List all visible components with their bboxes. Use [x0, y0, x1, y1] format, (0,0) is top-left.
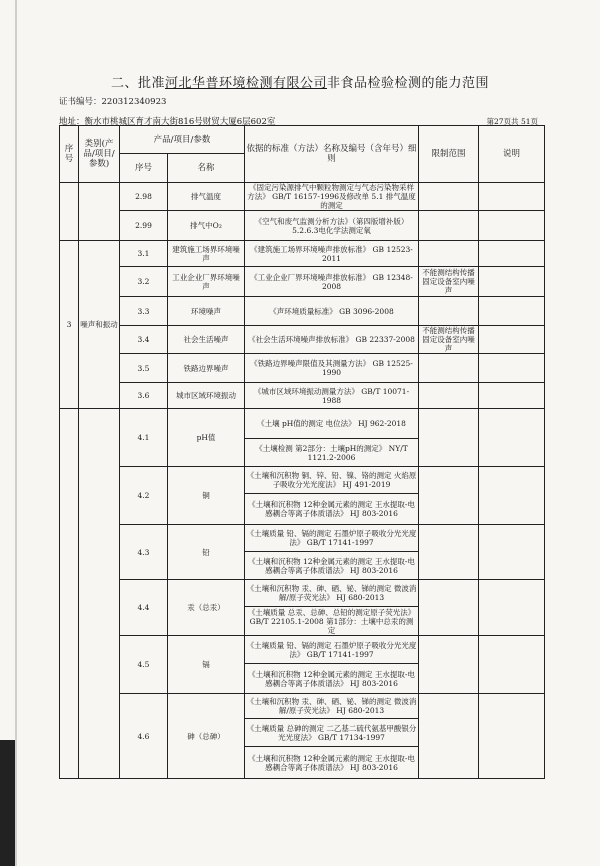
item-limit	[419, 383, 479, 409]
item-standard: 《建筑施工场界环境噪声排放标准》 GB 12523-2011	[245, 241, 419, 267]
item-name: 排气中O₂	[168, 211, 245, 241]
item-name: 城市区域环境振动	[168, 383, 245, 409]
header-note: 说明	[479, 126, 545, 183]
item-standard: 《城市区域环境振动测量方法》 GB/T 10071-1988	[245, 383, 419, 409]
item-note	[479, 525, 545, 580]
item-no: 2.99	[120, 211, 168, 241]
item-standard: 《土壤质量 总砷的测定 二乙基二硫代氨基甲酸银分光光度法》 GB/T 17134-1997	[245, 719, 419, 747]
item-limit	[419, 241, 479, 267]
table-row	[60, 211, 545, 241]
item-name: 铅	[168, 525, 245, 580]
table-row	[60, 580, 545, 607]
item-standard: 《土壤检测 第2部分：土壤pH的测定》 NY/T 1121.2-2006	[245, 439, 419, 467]
item-no: 3.4	[120, 326, 168, 354]
item-no: 3.2	[120, 267, 168, 297]
item-no: 4.4	[120, 580, 168, 636]
item-limit	[419, 467, 479, 525]
table-row	[60, 183, 545, 211]
item-note	[479, 297, 545, 326]
page-title	[0, 72, 600, 91]
table-row	[60, 409, 545, 439]
item-no: 3.5	[120, 354, 168, 383]
group-seq	[60, 183, 79, 241]
item-note	[479, 694, 545, 779]
table-row	[60, 326, 545, 354]
header-seq: 序号	[60, 126, 79, 183]
item-name: 汞（总汞）	[168, 580, 245, 636]
item-standard: 《土壤和沉积物 铜、锌、铅、镍、铬的测定 火焰原子吸收分光光度法》 HJ 491-2019	[245, 467, 419, 494]
item-limit	[419, 183, 479, 211]
page-info: 第27页共 51页	[486, 117, 538, 126]
group-category: 噪声和振动	[79, 241, 120, 409]
item-standard: 《土壤和沉积物 12种金属元素的测定 王水提取-电感耦合等离子体质谱法》 HJ 803-2016	[245, 494, 419, 525]
item-limit	[419, 211, 479, 241]
item-note	[479, 267, 545, 297]
item-name: pH值	[168, 409, 245, 467]
item-no: 2.98	[120, 183, 168, 211]
header-standard: 依据的标准（方法）名称及编号（含年号）细则	[245, 126, 419, 183]
item-standard: 《固定污染源排气中颗粒物测定与气态污染物采样方法》 GB/T 16157-1996及修改单 5.1 排气温度的测定	[245, 183, 419, 211]
item-name: 镉	[168, 636, 245, 694]
item-limit	[419, 636, 479, 694]
item-limit	[419, 409, 479, 467]
table-row	[60, 383, 545, 409]
item-note	[479, 211, 545, 241]
header-name: 名称	[168, 154, 245, 183]
group-category	[79, 183, 120, 241]
table-row	[60, 525, 545, 552]
item-standard: 《空气和废气监测分析方法》（第四版增补版） 5.2.6.3电化学法测定氧	[245, 211, 419, 241]
item-name: 排气温度	[168, 183, 245, 211]
address: 地址：衡水市桃城区育才南大街816号财贸大厦6层602室	[59, 117, 276, 127]
item-note	[479, 326, 545, 354]
item-standard: 《土壤质量 铅、镉的测定 石墨炉原子吸收分光光度法》 GB/T 17141-1997	[245, 636, 419, 664]
item-no: 3.1	[120, 241, 168, 267]
header-category: 类别(产品/项目/参数)	[79, 126, 120, 183]
item-note	[479, 467, 545, 525]
group-seq: 3	[60, 241, 79, 409]
item-standard: 《社会生活环境噪声排放标准》 GB 22337-2008	[245, 326, 419, 354]
item-note	[479, 183, 545, 211]
item-limit	[419, 525, 479, 580]
title-suffix: 非食品检验检测的能力范围	[327, 76, 490, 91]
item-limit: 不能测结构传播固定设备室内噪声	[419, 267, 479, 297]
item-standard: 《土壤质量 总汞、总砷、总铅的测定原子荧光法》 GB/T 22105.1-2008 第1部分：土壤中总汞的测定	[245, 607, 419, 636]
item-standard: 《土壤 pH值的测定 电位法》 HJ 962-2018	[245, 409, 419, 439]
item-note	[479, 636, 545, 694]
item-standard: 《土壤和沉积物 汞、砷、硒、铋、锑的测定 微波消解/原子荧光法》 HJ 680-2013	[245, 580, 419, 607]
item-name: 环境噪声	[168, 297, 245, 326]
header-sub-seq: 序号	[120, 154, 168, 183]
item-no: 3.3	[120, 297, 168, 326]
item-standard: 《铁路边界噪声限值及其测量方法》 GB 12525-1990	[245, 354, 419, 383]
title-prefix: 二、批准	[110, 76, 165, 91]
item-name: 铁路边界噪声	[168, 354, 245, 383]
table-row	[60, 354, 545, 383]
item-limit	[419, 354, 479, 383]
certificate-number: 证书编号：220312340923	[59, 97, 167, 107]
table-row	[60, 694, 545, 719]
item-note	[479, 580, 545, 636]
item-standard: 《声环境质量标准》 GB 3096-2008	[245, 297, 419, 326]
scan-shadow	[0, 740, 15, 866]
item-limit	[419, 694, 479, 779]
item-note	[479, 241, 545, 267]
title-company: 河北华普环境检测有限公司	[164, 76, 327, 91]
header-limit: 限制范围	[419, 126, 479, 183]
group-seq	[60, 409, 79, 779]
item-name: 社会生活噪声	[168, 326, 245, 354]
item-standard: 《土壤和沉积物 12种金属元素的测定 王水提取-电感耦合等离子体质谱法》 HJ 803-2016	[245, 664, 419, 694]
item-standard: 《土壤质量 铅、镉的测定 石墨炉原子吸收分光光度法》 GB/T 17141-1997	[245, 525, 419, 552]
item-no: 4.1	[120, 409, 168, 467]
item-no: 4.5	[120, 636, 168, 694]
item-no: 3.6	[120, 383, 168, 409]
item-limit	[419, 580, 479, 636]
item-no: 4.6	[120, 694, 168, 779]
item-limit	[419, 297, 479, 326]
item-note	[479, 354, 545, 383]
capability-table	[59, 125, 545, 779]
group-category	[79, 409, 120, 779]
item-no: 4.3	[120, 525, 168, 580]
item-standard: 《工业企业厂界环境噪声排放标准》 GB 12348-2008	[245, 267, 419, 297]
table-row	[60, 267, 545, 297]
scan-edge	[15, 0, 17, 866]
table-row	[60, 636, 545, 664]
table-row	[60, 297, 545, 326]
table-row	[60, 241, 545, 267]
item-limit: 不能测结构传播固定设备室内噪声	[419, 326, 479, 354]
table-row	[60, 467, 545, 494]
item-standard: 《土壤和沉积物 12种金属元素的测定 王水提取-电感耦合等离子体质谱法》 HJ 803-2016	[245, 747, 419, 779]
item-name: 砷（总砷）	[168, 694, 245, 779]
item-name: 工业企业厂界环境噪声	[168, 267, 245, 297]
item-note	[479, 409, 545, 467]
header-product-group: 产品/项目/参数	[120, 126, 245, 154]
item-standard: 《土壤和沉积物 汞、砷、硒、铋、锑的测定 微波消解/原子荧光法》 HJ 680-2013	[245, 694, 419, 719]
item-note	[479, 383, 545, 409]
item-name: 建筑施工场界环境噪声	[168, 241, 245, 267]
item-standard: 《土壤和沉积物 12种金属元素的测定 王水提取-电感耦合等离子体质谱法》 HJ 803-2016	[245, 552, 419, 580]
item-no: 4.2	[120, 467, 168, 525]
item-name: 铜	[168, 467, 245, 525]
